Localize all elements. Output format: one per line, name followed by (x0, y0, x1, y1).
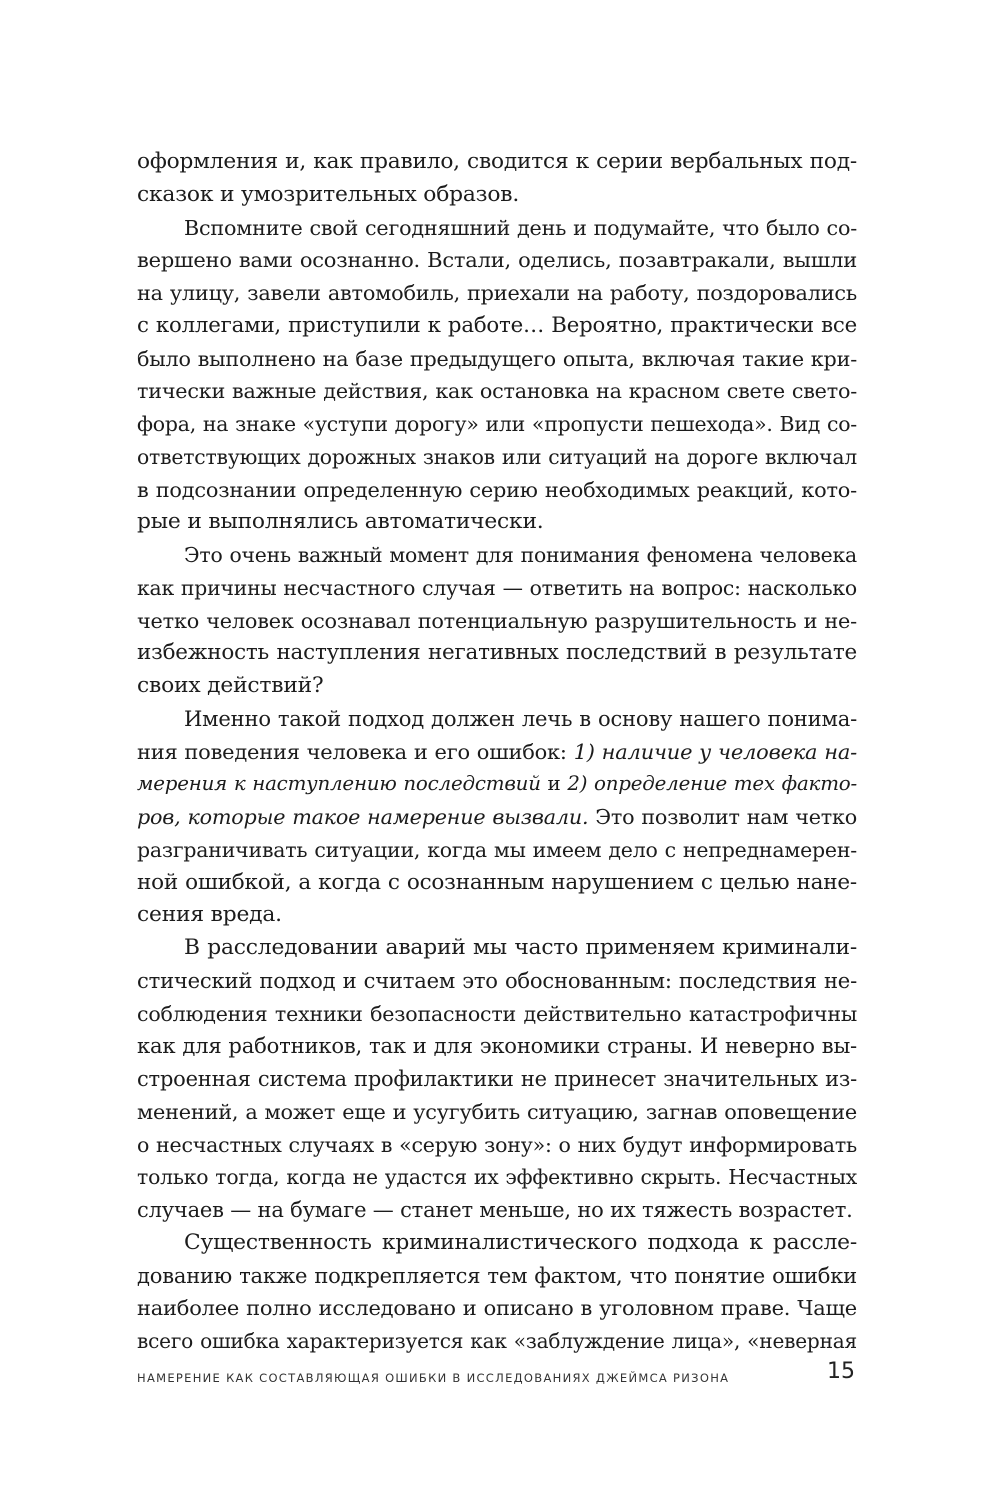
line-text: рые и выполнялись автоматически. (137, 509, 544, 535)
emphasis-text: 1) наличие у человека на- (573, 739, 857, 764)
text-line (137, 1063, 857, 1096)
paragraph-first-line (137, 703, 857, 736)
text-line (137, 572, 857, 605)
line-text: Это позволит нам четко (588, 805, 857, 829)
line-text: о несчастных случаях в «серую зону»: о них будут информировать (137, 1132, 857, 1157)
line-text: Именно такой подход должен лечь в основу нашего понима- (184, 705, 857, 731)
text-line (137, 310, 857, 343)
line-text: сения вреда. (137, 902, 282, 928)
paragraph-first-line (137, 1227, 857, 1260)
text-line (137, 146, 857, 179)
text-line (137, 605, 857, 638)
line-text: тически важные действия, как остановка на красном свете свето- (137, 379, 857, 404)
line-text: случаев — на бумаге — станет меньше, но их тяжесть возрастет. (137, 1197, 853, 1222)
line-text: сказок и умозрительных образов. (137, 181, 520, 207)
page-footer (137, 1357, 857, 1393)
line-text: фора, на знаке «уступи дорогу» или «пропусти пешехода». Вид со- (137, 412, 857, 436)
line-text: только тогда, когда не удастся их эффективно скрыть. Несчастных (137, 1165, 857, 1190)
line-text: как причины несчастного случая — ответить на вопрос: насколько (137, 575, 857, 600)
text-line (137, 1260, 857, 1293)
line-text: разграничивать ситуации, когда мы имеем дело с непреднамерен- (137, 837, 857, 862)
text-line (137, 474, 857, 507)
text-line (137, 1161, 857, 1194)
line-text: избежность наступления негативных последствий в результате (137, 640, 857, 666)
text-line (137, 736, 857, 769)
text-line (137, 1194, 857, 1227)
body-text (137, 146, 857, 1358)
text-line (137, 441, 857, 474)
line-text: Вспомните свой сегодняшний день и подумайте, что было со- (184, 215, 857, 240)
text-line (137, 375, 857, 408)
text-line (137, 244, 857, 277)
line-text: всего ошибка характеризуется как «заблуждение лица», «неверная (137, 1329, 857, 1353)
line-text: своих действий? (137, 673, 324, 698)
emphasis-text: 2) определение тех факто- (567, 772, 858, 796)
text-line (137, 801, 857, 834)
text-line (137, 1325, 857, 1358)
running-head: НАМЕРЕНИЕ КАК СОСТАВЛЯЮЩАЯ ОШИБКИ В ИССЛЕДОВАНИЯХ ДЖЕЙМСА РИЗОНА (137, 1371, 730, 1385)
line-text: ния поведения человека и его ошибок: (137, 739, 574, 764)
line-text: менений, а может еще и усугубить ситуацию, загнав оповещение (137, 1099, 857, 1124)
line-text: с коллегами, приступили к работе… Вероятно, практически все (137, 312, 857, 338)
line-text: было выполнено на базе предыдущего опыта, включая такие кри- (137, 346, 857, 371)
line-text: В расследовании аварий мы часто применяем криминали- (184, 935, 857, 960)
paragraph-first-line (137, 212, 857, 245)
text-line (137, 998, 857, 1031)
line-text: строенная система профилактики не принесет значительных из- (137, 1067, 857, 1091)
text-line (137, 1129, 857, 1162)
line-text: Существенность криминалистического подхода к рассле- (184, 1229, 857, 1255)
text-line (137, 637, 857, 670)
text-line (137, 343, 857, 376)
text-line (137, 834, 857, 867)
page-number: 15 (827, 1359, 855, 1384)
line-text: четко человек осознавал потенциальную разрушительность и не- (137, 608, 857, 633)
text-line (137, 1030, 857, 1063)
line-text: в подсознании определенную серию необходимых реакций, кото- (137, 477, 857, 502)
text-line (137, 899, 857, 932)
line-text: ной ошибкой, а когда с осознанным нарушением с целью нане- (137, 869, 857, 895)
emphasis-text: ров, которые такое намерение вызвали. (137, 805, 589, 829)
text-line (137, 867, 857, 900)
paragraph-first-line (137, 539, 857, 572)
text-line (137, 408, 857, 441)
line-text: оформления и, как правило, сводится к серии вербальных под- (137, 149, 857, 174)
text-line (137, 1292, 857, 1325)
text-line (137, 277, 857, 310)
text-line (137, 1096, 857, 1129)
line-text: ответствующих дорожных знаков или ситуаций на дороге включал (137, 444, 857, 469)
line-text: и (540, 772, 568, 796)
line-text: дованию также подкрепляется тем фактом, что понятие ошибки (137, 1262, 857, 1288)
line-text: наиболее полно исследовано и описано в уголовном праве. Чаще (137, 1296, 857, 1321)
paragraph-first-line (137, 932, 857, 965)
text-line (137, 965, 857, 998)
line-text: вершено вами осознанно. Встали, оделись, позавтракали, вышли (137, 248, 857, 273)
text-line (137, 506, 857, 539)
emphasis-text: мерения к наступлению последствий (137, 772, 541, 796)
line-text: соблюдения техники безопасности действительно катастрофичны (137, 1001, 857, 1026)
text-line (137, 179, 857, 212)
line-text: стический подход и считаем это обоснованным: последствия не- (137, 967, 857, 993)
line-text: на улицу, завели автомобиль, приехали на работу, поздоровались (137, 281, 857, 305)
text-line (137, 670, 857, 703)
line-text: как для работников, так и для экономики страны. И неверно вы- (137, 1033, 857, 1059)
line-text: Это очень важный момент для понимания феномена человека (184, 543, 857, 567)
text-line (137, 768, 857, 801)
